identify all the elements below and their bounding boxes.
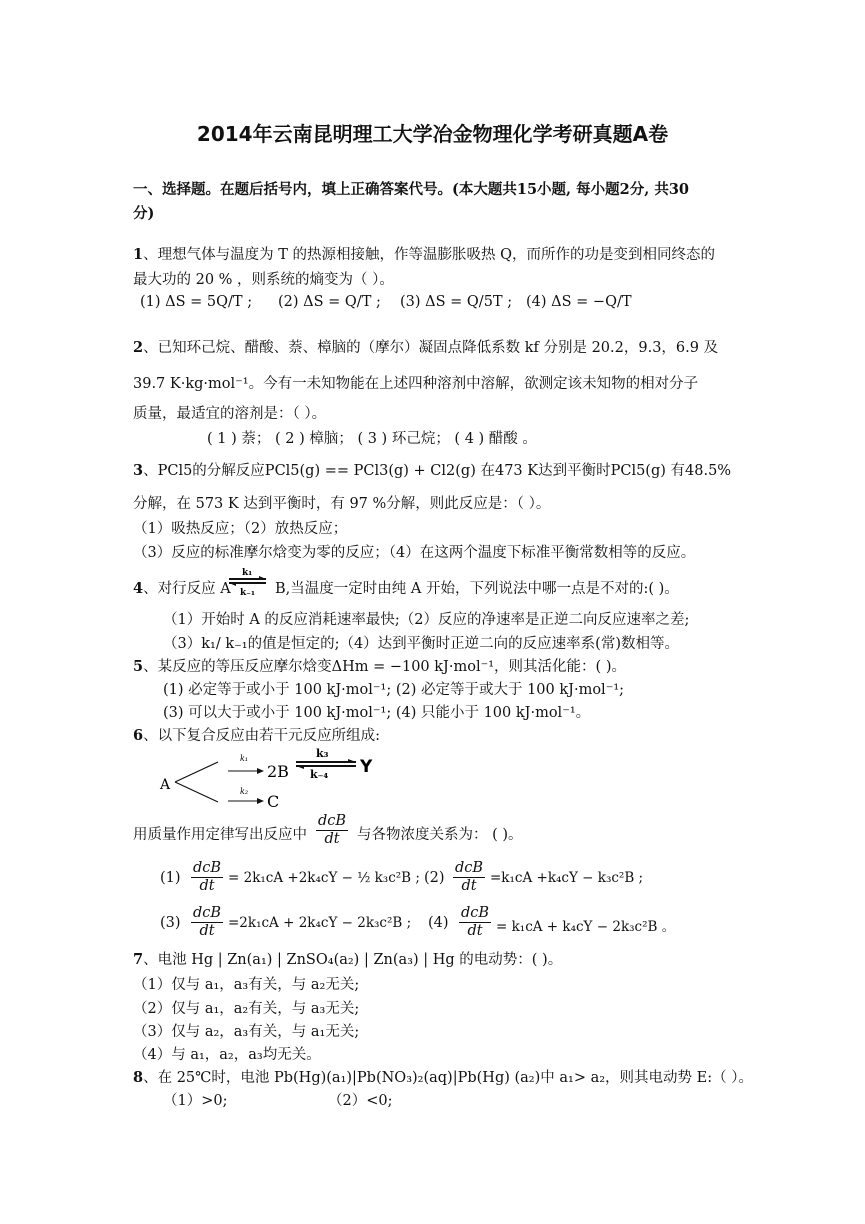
q4-options-1: （1）开始时 A 的反应消耗速率最快;（2）反应的净速率是正逆二向反应速率之差; — [163, 612, 690, 628]
q3-options-2: （3）反应的标准摩尔焓变为零的反应；（4）在这两个温度下标准平衡常数相等的反应。 — [133, 545, 696, 561]
q6-option-2-label: (2) — [424, 870, 445, 886]
q6-option-1-label: (1) — [160, 870, 181, 886]
q6-line-2a: 用质量作用定律写出反应中 — [133, 827, 307, 843]
q2-text: 、已知环己烷、醋酸、萘、樟脑的（摩尔）凝固点降低系数 kf 分别是 20.2，9.3，6.9 及 — [143, 340, 719, 356]
q2-line-3: 质量，最适宜的溶剂是：（ ）。 — [133, 406, 327, 422]
q1-line-1 — [133, 243, 715, 264]
q5-text: 、某反应的等压反应摩尔焓变ΔHm = −100 kJ·mol⁻¹，则其活化能：( )。 — [143, 659, 626, 675]
q5-line-1 — [133, 655, 626, 676]
opt3-num: dcB — [193, 905, 222, 921]
q1-line-2: 最大功的 20 % ，则系统的熵变为（ ）。 — [133, 272, 394, 288]
q4-line-1a — [133, 577, 231, 598]
q1-option-4: (4) ΔS = −Q/T — [526, 294, 632, 310]
k-forward-label: k₁ — [242, 568, 253, 578]
q5-number: 5 — [133, 658, 144, 675]
q6-number: 6 — [133, 727, 144, 744]
q1-option-3: (3) ΔS = Q/5T ; — [400, 294, 513, 310]
q3-number: 3 — [133, 462, 144, 479]
opt2-den: dt — [461, 878, 477, 894]
opt1-num: dcB — [193, 860, 222, 876]
species-a: A — [160, 777, 171, 793]
q1-option-2: (2) ΔS = Q/T ; — [278, 294, 381, 310]
reaction-scheme-diagram — [150, 746, 390, 812]
page-title: 2014年云南昆明理工大学冶金物理化学考研真题A卷 — [196, 122, 669, 146]
q6-option-1: = 2k₁cA +2k₄cY − ½ k₃c²B ; — [228, 870, 420, 886]
q3-line-1 — [133, 459, 731, 480]
q6-line-2b: 与各物浓度关系为： ( )。 — [357, 827, 523, 843]
dt-denominator: dt — [324, 831, 340, 847]
q6-option-4-frac — [456, 905, 494, 940]
species-y: Y — [360, 757, 373, 777]
q7-text: 、电池 Hg | Zn(a₁) | ZnSO₄(a₂) | Zn(a₃) | Hg 的电动势：( )。 — [143, 952, 563, 968]
q2-line-1 — [133, 336, 718, 357]
q6-option-1-frac — [188, 860, 226, 895]
k1-label: k₁ — [240, 754, 249, 763]
q6-text: 、以下复合反应由若干元反应所组成: — [143, 728, 380, 744]
q7-option-2: （2）仅与 a₁，a₂有关，与 a₃无关; — [133, 1001, 360, 1017]
section-heading-cont: 分) — [133, 205, 155, 222]
dcb-numerator: dcB — [318, 813, 347, 829]
k3-label: k₃ — [316, 747, 329, 760]
q3-options-1: （1）吸热反应；（2）放热反应； — [133, 521, 348, 537]
q1-text: 、理想气体与温度为 T 的热源相接触，作等温膨胀吸热 Q，而所作的功是变到相同终态的 — [143, 247, 715, 263]
q4-options-2: （3）k₁/ k₋₁的值是恒定的;（4）达到平衡时正逆二向的反应速率系(常)数相等。 — [163, 636, 679, 652]
q2-number: 2 — [133, 339, 144, 356]
q4-line-1b: B,当温度一定时由纯 A 开始，下列说法中哪一点是不对的:( )。 — [275, 581, 679, 597]
q3-text: 、PCl5的分解反应PCl5(g) == PCl3(g) + Cl2(g) 在473 K达到平衡时PCl5(g) 有48.5% — [143, 463, 732, 479]
q6-option-4-label: (4) — [428, 915, 449, 931]
q7-option-1: （1）仅与 a₁，a₃有关，与 a₂无关; — [133, 977, 360, 993]
q7-option-3: （3）仅与 a₂，a₃有关，与 a₁无关; — [133, 1024, 360, 1040]
k2-label: k₂ — [240, 787, 249, 796]
opt4-den: dt — [467, 923, 483, 939]
q6-option-3-label: (3) — [160, 915, 181, 931]
q4-text-a: 、对行反应 A — [143, 581, 231, 597]
q7-number: 7 — [133, 951, 144, 968]
q3-line-2: 分解，在 573 K 达到平衡时，有 97 %分解，则此反应是：（ ）。 — [133, 496, 551, 512]
equilibrium-arrow-icon — [226, 566, 270, 598]
q6-derivative — [313, 813, 351, 848]
q6-option-4: = k₁cA + k₄cY − 2k₃c²B 。 — [496, 919, 676, 935]
q8-text: 、在 25℃时，电池 Pb(Hg)(a₁)|Pb(NO₃)₂(aq)|Pb(Hg) (a₂)中 a₁> a₂，则其电动势 E:（ ）。 — [143, 1070, 753, 1086]
q8-number: 8 — [133, 1069, 144, 1086]
q6-option-3: =2k₁cA + 2k₄cY − 2k₃c²B ; — [228, 915, 412, 931]
species-2b: 2B — [267, 762, 289, 781]
q7-line-1 — [133, 948, 562, 969]
opt1-den: dt — [199, 878, 215, 894]
q5-options-1: (1) 必定等于或小于 100 kJ·mol⁻¹; (2) 必定等于或大于 100 kJ·mol⁻¹; — [163, 682, 625, 698]
k4-label: k₋₄ — [310, 768, 329, 781]
species-c: C — [267, 792, 280, 811]
q1-number: 1 — [133, 246, 144, 263]
q2-line-2: 39.7 K·kg·mol⁻¹。今有一未知物能在上述四种溶剂中溶解，欲测定该未知物的相对分子 — [133, 376, 699, 392]
q8-option-2: （2）<0; — [328, 1093, 393, 1109]
q6-option-2: =k₁cA +k₄cY − k₃c²B ; — [490, 870, 644, 886]
q7-option-4: （4）与 a₁，a₂，a₃均无关。 — [133, 1047, 321, 1063]
opt4-num: dcB — [461, 905, 490, 921]
opt2-num: dcB — [455, 860, 484, 876]
q6-option-2-frac — [450, 860, 488, 895]
q6-line-1 — [133, 724, 380, 745]
k-backward-label: k₋₁ — [240, 588, 255, 598]
opt3-den: dt — [199, 923, 215, 939]
q6-option-3-frac — [188, 905, 226, 940]
q8-option-1: （1）>0; — [163, 1093, 228, 1109]
q4-number: 4 — [133, 580, 144, 597]
q2-options: ( 1 ) 萘； ( 2 ) 樟脑； ( 3 ) 环己烷； ( 4 ) 醋酸 。 — [207, 431, 537, 447]
q5-options-2: (3) 可以大于或小于 100 kJ·mol⁻¹; (4) 只能小于 100 kJ·mol⁻¹。 — [163, 705, 591, 721]
q8-line-1 — [133, 1066, 753, 1087]
q1-option-1: (1) ΔS = 5Q/T ; — [140, 294, 253, 310]
section-heading: 一、选择题。在题后括号内，填上正确答案代号。(本大题共15小题, 每小题2分, 共30 — [133, 181, 689, 198]
